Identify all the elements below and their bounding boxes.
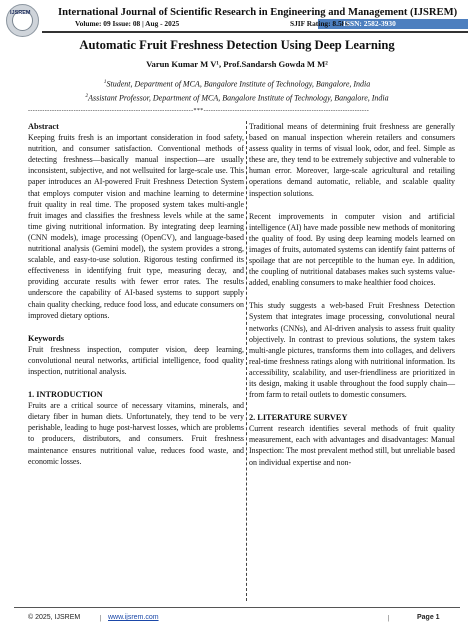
column-divider (246, 121, 247, 601)
header-rule (42, 31, 468, 33)
left-column (28, 121, 244, 467)
page-number: Page 1 (417, 614, 440, 621)
footer-copyright: © 2025, IJSREM (28, 614, 81, 621)
literature-survey-heading: 2. LITERATURE SURVEY (249, 413, 348, 423)
logo-text: IJSREM (10, 10, 31, 16)
section-separator: ---------------------------------------------------------------------***--------------------------------------------------------------------- (28, 108, 370, 114)
intro-paragraph-3: Recent improvements in computer vision and artificial intelligence (AI) have made possible new methods of monitoring the quality of food. By using deep learning models learned on images of fruits, automated systems can identify faint patterns of spoilage that are not perceptible to the human eye. In addition, the coupling of nutritional databases makes such systems value-added, enabling consumers to make healthier food choices. (249, 211, 455, 288)
introduction-text: Fruits are a critical source of necessary vitamins, minerals, and dietary fiber in human diets. Unfortunately, they tend to be very perishable, leading to huge post-harvest losses, which are problems to producers, distributors, and consumers. Fruit freshness maintenance ensures nutritional value, reduces food waste, and economic losses. (28, 401, 244, 466)
abstract-text: Keeping fruits fresh is an important consideration in food safety, nutrition, and consumer satisfaction. Conventional methods of detecting freshness—basically manual inspection—are usually inconsistent, subjective, and not wellsuited for large-scale use. This paper introduces an AI-powered Fruit Freshness Detection System that employs computer vision and machine learning to determine fruit quality in real time. The proposed system takes multi-angle fruit images and classifies the freshness levels while at the same time giving nutritional information. By integrating deep learning (CNN models), image processing (OpenCV), and language-based nutritional analysis (Gemini model), the system provides a strong, scalable, and easy-to-use solution. Rigorous testing confirmed its effectiveness in identifying fruit type, measuring decay, and providing accurate results with fewer error rates. The results underscore the capability of AI-based systems to support supply chain quality checking, reduce food loss, and educate consumers on improved dietary options. (28, 133, 244, 320)
intro-paragraph-2: Traditional means of determining fruit freshness are generally based on manual inspection wherein retailers and consumers assess quality in terms of visual look, odor, and feel. Simple as these are, they tend to be extremely subjective and vulnerable to human error. Moreover, large-scale agricultural and retailing operations demand automatic, reliable, and scalable quality inspection solutions. (249, 122, 455, 198)
abstract-heading: Abstract (28, 122, 59, 131)
affiliation-1-text: Student, Department of MCA, Bangalore Institute of Technology, Bangalore, India (106, 79, 371, 89)
affiliation-2-text: Assistant Professor, Department of MCA, Bangalore Institute of Technology, Bangalore, India (88, 93, 389, 103)
paper-authors: Varun Kumar M V¹, Prof.Sandarsh Gowda M M² (146, 59, 328, 69)
affiliation-1 (0, 79, 474, 89)
intro-paragraph-4: This study suggests a web-based Fruit Freshness Detection System that integrates image processing, convolutional neural networks (CNNs), and AI-driven analysis to assess fruit quality objectively. In contrast to previous solutions, the system takes multi-angle pictures, transforms them into collages, and delivers real-time freshness ratings along with nutritional information. Its accessibility, scalability, and user-friendliness are prioritized in its design, making it usable throughout the food supply chain—from farm to retail outlets to domestic consumers. (249, 301, 455, 400)
keywords-heading: Keywords (28, 333, 64, 343)
paper-title: Automatic Fruit Freshness Detection Using Deep Learning (79, 38, 395, 52)
issn: ISSN: 2582-3930 (343, 19, 396, 28)
keywords-text: Fruit freshness inspection, computer vision, deep learning, convolutional neural networks, artificial intelligence, food quality inspection, nutritional analysis. (28, 344, 244, 376)
journal-title: International Journal of Scientific Research in Engineering and Management (IJSREM) (58, 7, 458, 18)
footer-separator: | (100, 613, 102, 622)
footer-rule (14, 607, 460, 608)
affiliation-1-sup: 1 (103, 79, 107, 85)
introduction-heading: 1. INTRODUCTION (28, 390, 103, 400)
volume-issue: Volume: 09 Issue: 08 | Aug - 2025 (75, 19, 180, 28)
affiliation-2-sup: 2 (85, 93, 89, 99)
footer-separator: | (388, 613, 390, 622)
literature-survey-text: Current research identifies several methods of fruit quality measurement, each with advantages and disadvantages: Manual Inspection: The most prevalent method still, but unreliable based on individual expertise and non- (249, 424, 455, 467)
journal-meta (75, 19, 470, 29)
affiliation-2 (0, 93, 474, 103)
journal-logo (6, 4, 39, 37)
right-column (249, 121, 455, 468)
sjif-rating: SJIF Rating: 8.586 (290, 19, 350, 28)
footer-url-link[interactable]: www.ijsrem.com (108, 614, 159, 621)
